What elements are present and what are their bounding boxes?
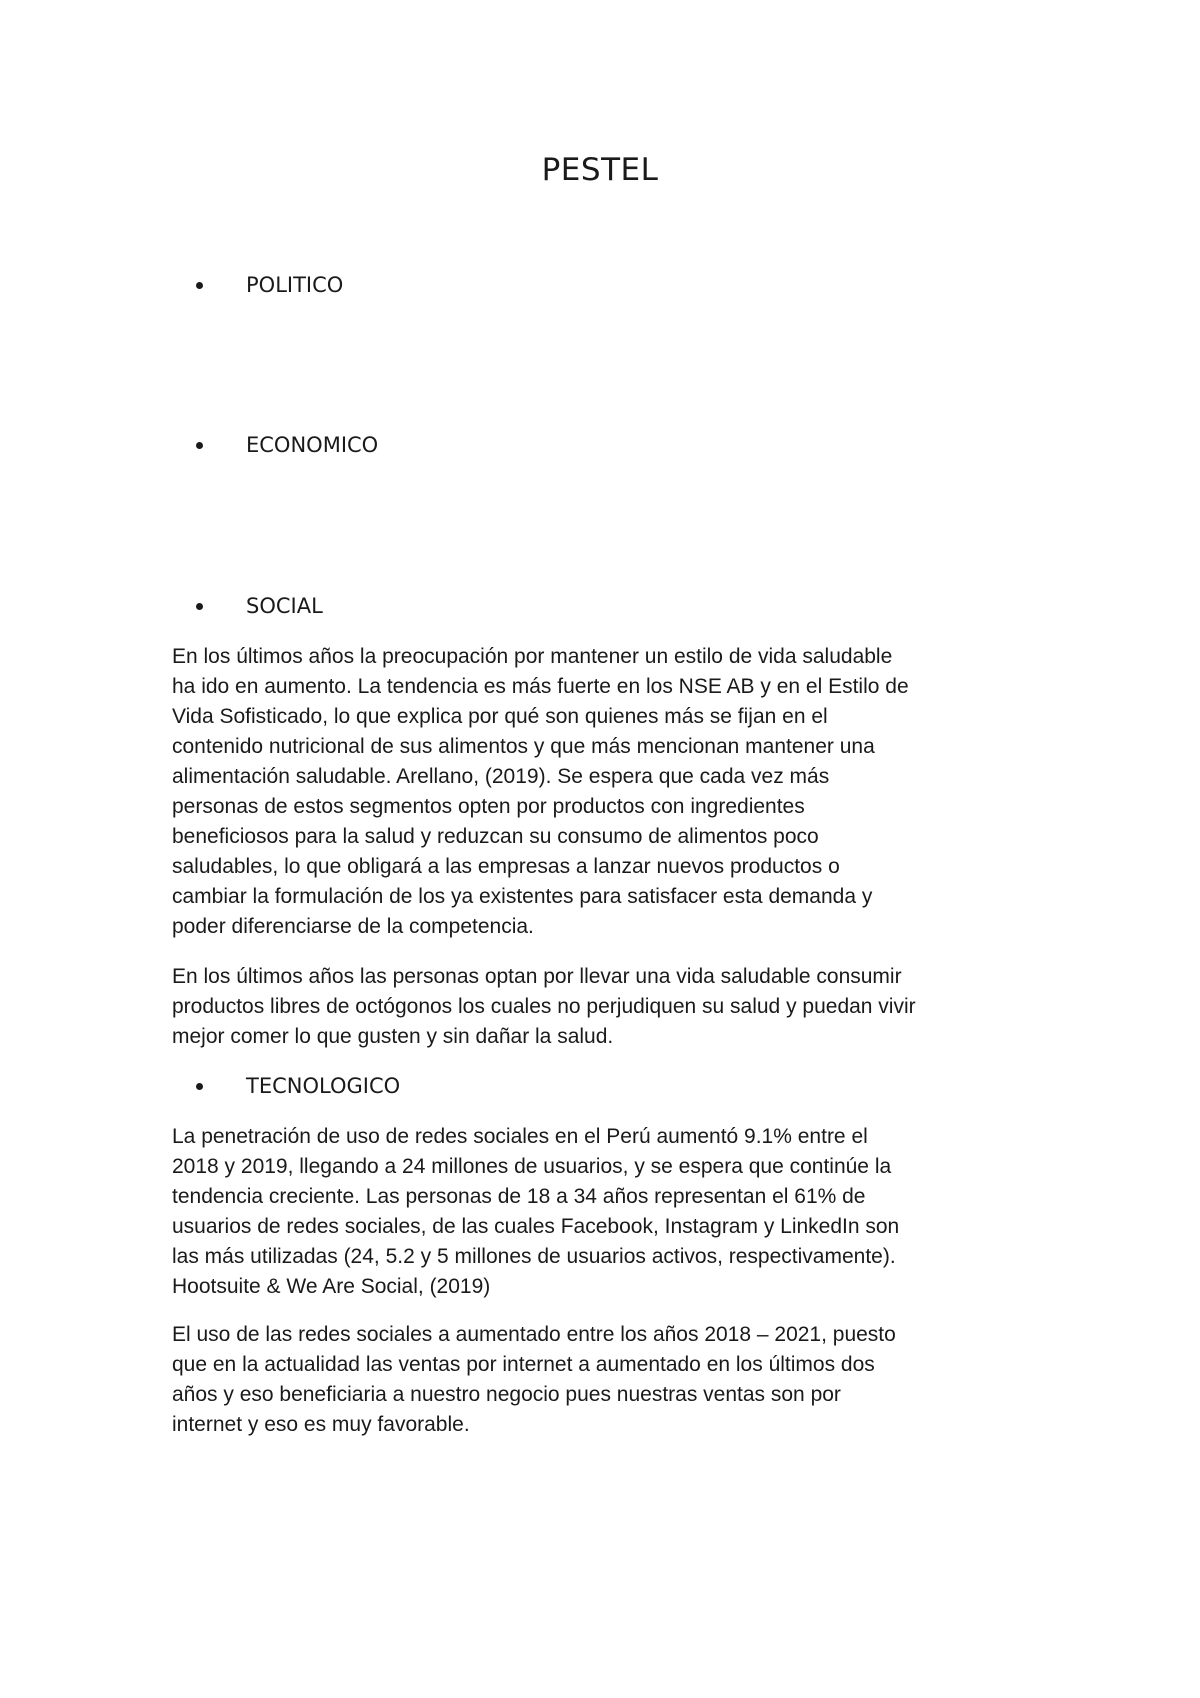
bullet-icon — [196, 1083, 203, 1090]
section-heading-label: TECNOLOGICO — [246, 1074, 401, 1098]
section-heading-label: POLITICO — [246, 273, 344, 297]
section-heading-label: ECONOMICO — [246, 433, 379, 457]
social-paragraph-2: En los últimos años las personas optan por llevar una vida saludable consumir productos libres de octógonos los cuales no perjudiquen su salud y puedan vivir mejor comer lo que gusten y sin dañar la salud. — [172, 965, 916, 1048]
page-title: PESTEL — [541, 152, 659, 188]
tecnologico-paragraph-2: El uso de las redes sociales a aumentado entre los años 2018 – 2021, puesto que en la actualidad las ventas por internet a aumentado en los últimos dos años y eso beneficiaria a nuestro negocio pues nuestras ventas son por internet y eso es muy favorable. — [172, 1323, 896, 1436]
bullet-icon — [196, 282, 203, 289]
bullet-icon — [196, 442, 203, 449]
tecnologico-paragraph-1: La penetración de uso de redes sociales en el Perú aumentó 9.1% entre el 2018 y 2019, llegando a 24 millones de usuarios, y se espera que continúe la tendencia creciente. Las personas de 18 a 34 años representan el 61% de usuarios de redes sociales, de las cuales Facebook, Instagram y LinkedIn son las más utilizadas (24, 5.2 y 5 millones de usuarios activos, respectivamente). Hootsuite & We Are Social, (2019) — [172, 1125, 900, 1298]
bullet-icon — [196, 603, 203, 610]
social-paragraph-1: En los últimos años la preocupación por mantener un estilo de vida saludable ha ido en aumento. La tendencia es más fuerte en los NSE AB y en el Estilo de Vida Sofisticado, lo que explica por qué son quienes más se fijan en el contenido nutricional de sus alimentos y que más mencionan mantener una alimentación saludable. Arellano, (2019). Se espera que cada vez más personas de estos segmentos opten por productos con ingredientes beneficiosos para la salud y reduzcan su consumo de alimentos poco saludables, lo que obligará a las empresas a lanzar nuevos productos o cambiar la formulación de los ya existentes para satisfacer esta demanda y poder diferenciarse de la competencia. — [172, 645, 909, 938]
section-heading-label: SOCIAL — [246, 594, 323, 618]
